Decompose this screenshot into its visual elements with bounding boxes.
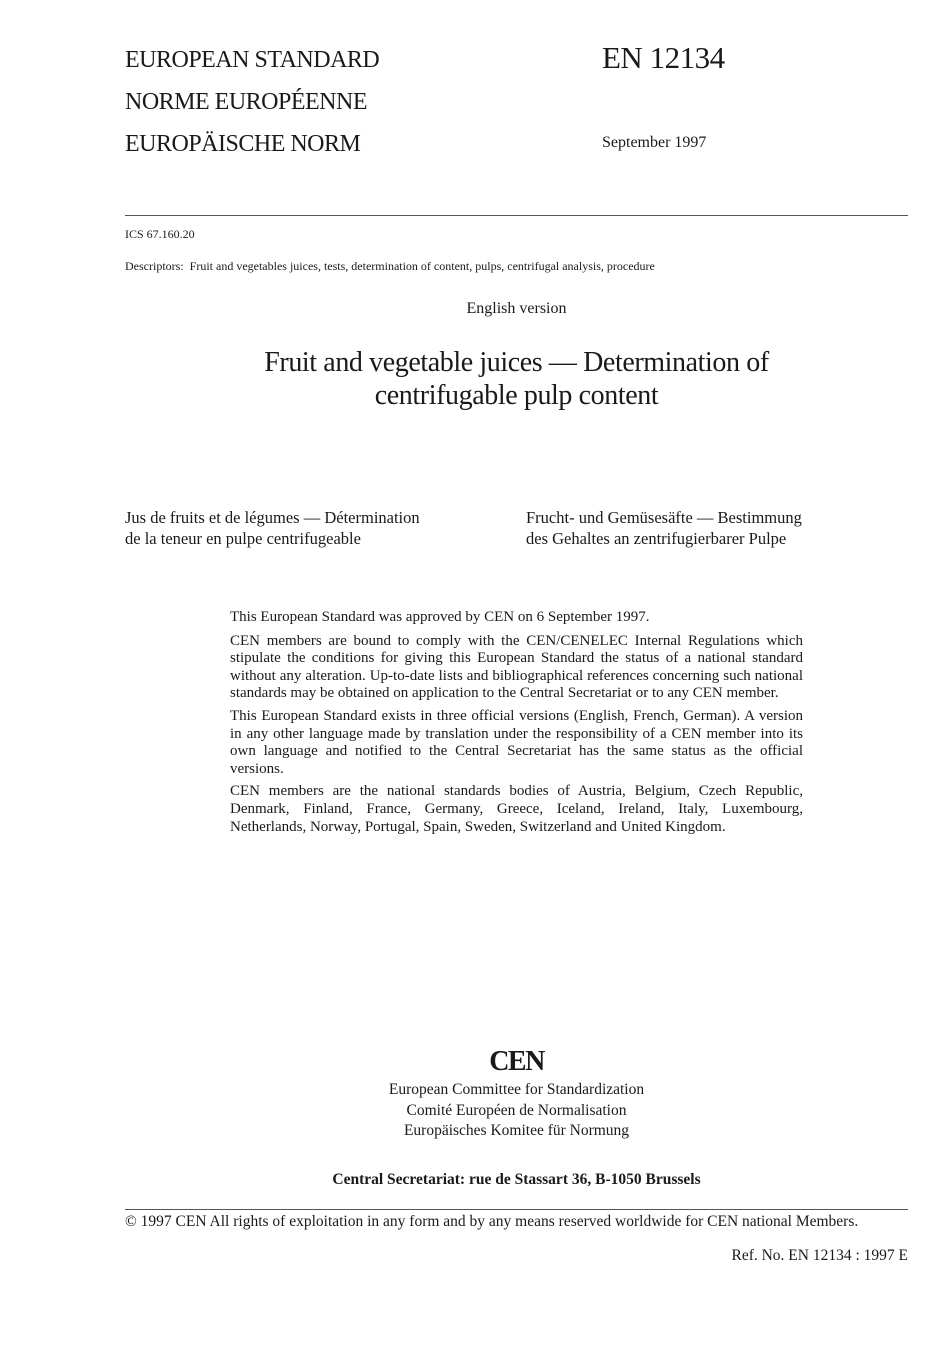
title-french [125, 507, 505, 549]
title-french-line-1: Jus de fruits et de légumes — Détermination [125, 508, 420, 527]
header-divider [125, 215, 908, 216]
title-german [526, 507, 906, 549]
standard-label-de: EUROPÄISCHE NORM [125, 131, 361, 157]
approval-date-paragraph: This European Standard was approved by CEN on 6 September 1997. [230, 609, 650, 625]
members-paragraph: CEN members are the national standards bodies of Austria, Belgium, Czech Republic, Denmark, Finland, France, Germany, Greece, Iceland, Ireland, Italy, Luxembourg, Netherlands, Norway, Portugal, Spain, Sweden, Switzerland and United Kingdom. [230, 783, 803, 835]
cen-name-fr: Comité Européen de Normalisation [406, 1101, 627, 1119]
descriptors-text: Fruit and vegetables juices, tests, determination of content, pulps, centrifugal analysis, procedure [189, 259, 655, 273]
publication-date: September 1997 [602, 134, 707, 151]
title-french-line-2: de la teneur en pulpe centrifugeable [125, 529, 361, 548]
version-label: English version [466, 300, 567, 317]
regulations-paragraph: CEN members are bound to comply with the CEN/CENELEC Internal Regulations which stipulate the conditions for giving this European Standard the status of a national standard without any alteration. Up-to-date lists and bibliographical references concerning such national standards may be obtained on application to the Central Secretariat or to any CEN member. [230, 632, 803, 702]
cen-name-de: Europäisches Komitee für Normung [403, 1122, 630, 1139]
footer-divider [125, 1209, 908, 1210]
cen-identity [0, 1048, 950, 1142]
official-versions-paragraph: This European Standard exists in three official versions (English, French, German). A version in any other language made by translation under the responsibility of a CEN member into its own language and notified to the Central Secretariat has the same status as the official versions. [230, 707, 803, 777]
document-title [200, 346, 833, 412]
standard-number: EN 12134 [602, 40, 725, 75]
descriptors-label: Descriptors: [125, 259, 184, 273]
ics-code: ICS 67.160.20 [125, 227, 195, 241]
secretariat-address: Central Secretariat: rue de Stassart 36, B-1050 Brussels [332, 1171, 701, 1188]
cen-name-en: European Committee for Standardization [388, 1081, 645, 1098]
descriptors-line [125, 260, 655, 272]
document-title-line-2: centrifugable pulp content [374, 380, 659, 411]
title-german-line-1: Frucht- und Gemüsesäfte — Bestimmung [526, 508, 802, 527]
document-title-line-1: Fruit and vegetable juices — Determination of [264, 347, 769, 378]
copyright-notice: © 1997 CEN All rights of exploitation in any form and by any means reserved worldwide for CEN national Members. [125, 1213, 859, 1230]
reference-number: Ref. No. EN 12134 : 1997 E [731, 1247, 908, 1264]
cen-logo: CEN [489, 1046, 544, 1077]
standard-label-en: EUROPEAN STANDARD [125, 47, 380, 73]
title-german-line-2: des Gehaltes an zentrifugierbarer Pulpe [526, 529, 787, 548]
standard-label-fr: NORME EUROPÉENNE [125, 89, 367, 115]
approval-statement [230, 609, 803, 841]
